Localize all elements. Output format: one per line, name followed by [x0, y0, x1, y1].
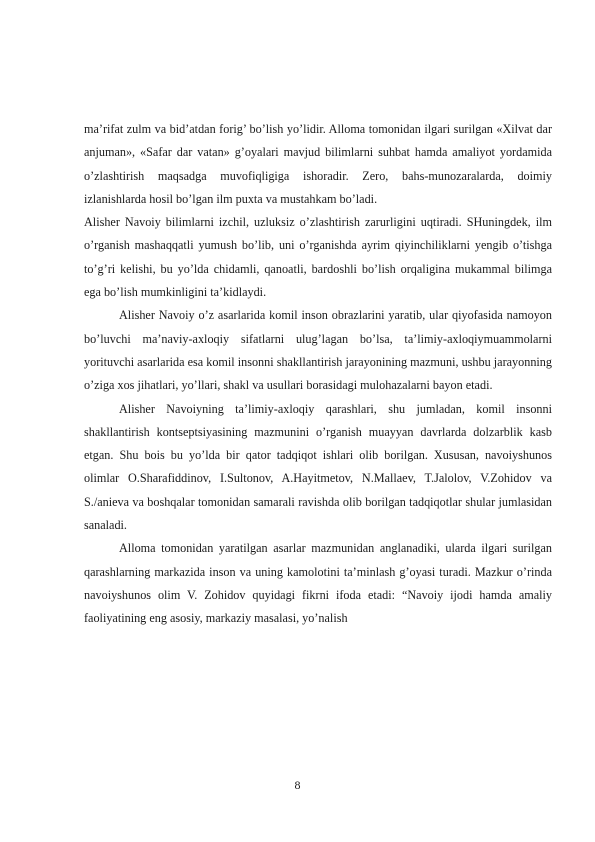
paragraph-3: Alisher Navoiy o’z asarlarida komil inson obrazlarini yaratib, ular qiyofasida namoyon bo’luvchi ma’naviy-axloqiy sifatlarni ulug’lagan bo’lsa, ta’limiy-axloqiymuammolarni yorituvchi asarlarida esa komil insonni shakllantirish jarayonining mazmuni, ushbu jarayonning o’ziga xos jihatlari, yo’llari, shakl va usullari borasidagi mulohazalarni bayon etadi. [84, 308, 552, 393]
page-number: 8 [294, 778, 301, 792]
paragraph-4: Alisher Navoiyning ta’limiy-axloqiy qarashlari, shu jumladan, komil insonni shakllantirish kontseptsiyasining mazmunini o’rganish muayyan davrlarda dolzarblik kasb etgan. Shu bois bu yo’lda bir qator tadqiqot ishlari olib borilgan. Xususan, navoiyshunos olimlar O.Sharafiddinov, I.Sultonov, A.Hayitmetov, N.Mallaev, T.Jalolov, V.Zohidov va S./anieva va boshqalar tomonidan samarali ravishda olib borilgan tadqiqotlar shular jumlasidan sanaladi. [84, 401, 552, 533]
paragraph-2: Alisher Navoiy bilimlarni izchil, uzluksiz o’zlashtirish zarurligini uqtiradi. SHuningdek, ilm o’rganish mashaqqatli yumush bo’lib, uni o’rganishda ayrim qiyinchiliklarni yengib o’tishga to’g’ri kelishi, bu yo’lda chidamli, qanoatli, bardoshli bo’lish orqaligina mukammal bilimga ega bo’lish mumkinligini ta’kidlaydi. [84, 215, 552, 300]
paragraph-1: ma’rifat zulm va bid’atdan forig’ bo’lish yo’lidir. Alloma tomonidan ilgari surilgan «Xilvat dar anjuman», «Safar dar vatan» g’oyalari mavjud bilimlarni suhbat hamda amaliyot yordamida o’zlashtirish maqsadga muvofiqligiga ishoradir. Zero, bahs-munozaralarda, doimiy izlanishlarda hosil bo’lgan ilm puxta va mustahkam bo’ladi. [84, 122, 552, 206]
paragraph-5: Alloma tomonidan yaratilgan asarlar mazmunidan anglanadiki, ularda ilgari surilgan qarashlarning markazida inson va uning kamolotini ta’minlash g’oyasi turadi. Mazkur o’rinda navoiyshunos olim V. Zohidov quyidagi fikrni ifoda etadi: “Navoiy ijodi hamda amaliy faoliyatining eng asosiy, markaziy masalasi, yo’nalish [84, 541, 552, 626]
body-text [84, 118, 552, 631]
